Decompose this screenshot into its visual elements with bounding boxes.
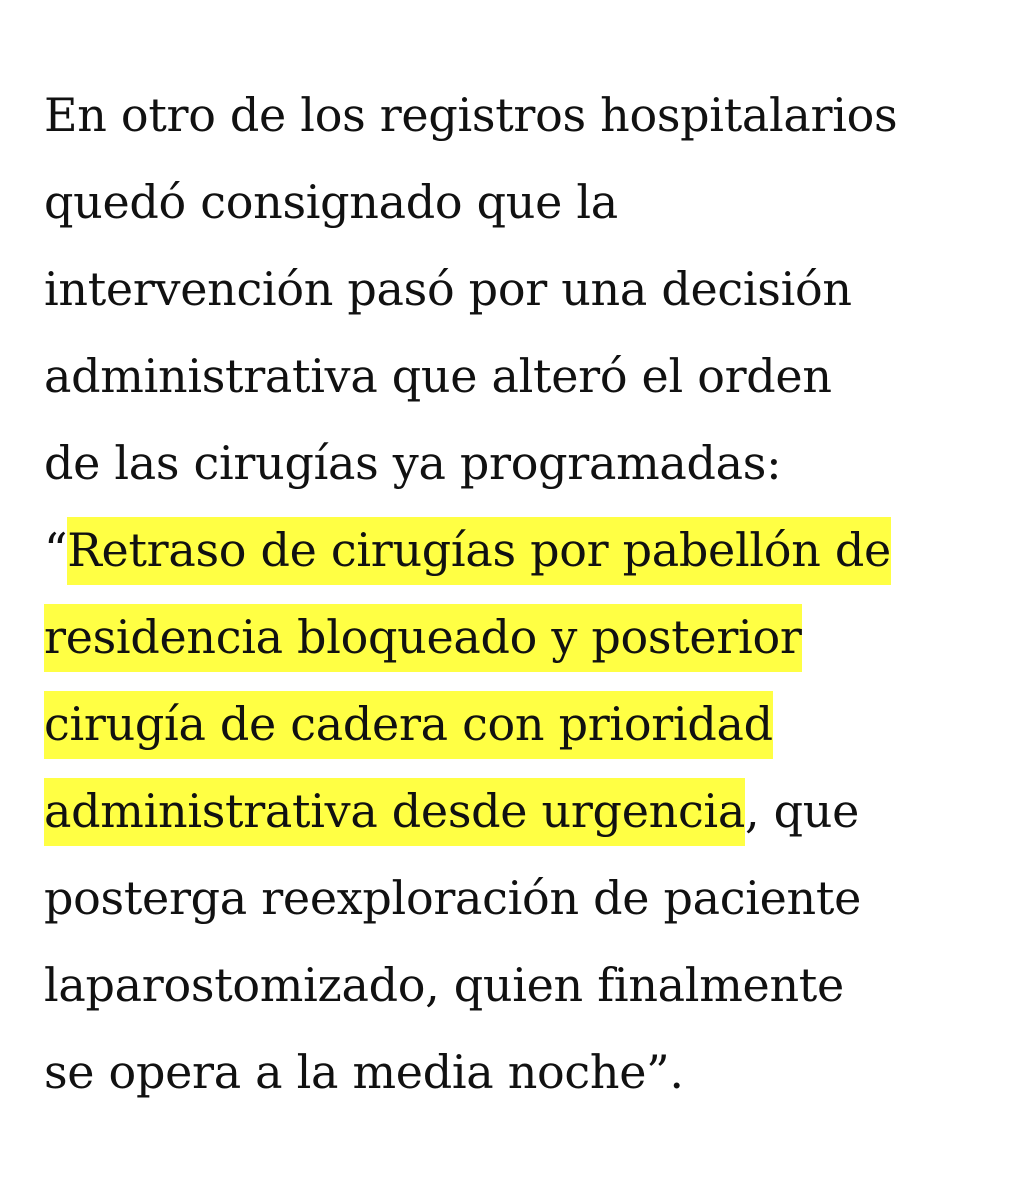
paragraph-line: se opera a la media noche”. (44, 1045, 684, 1099)
paragraph-line: laparostomizado, quien finalmente (44, 958, 844, 1012)
quote-line (44, 594, 1014, 681)
highlighted-quote-text: cirugía de cadera con prioridad (44, 691, 773, 759)
paragraph-line: administrativa que alteró el orden (44, 349, 832, 403)
highlighted-quote-text: administrativa desde urgencia (44, 778, 745, 846)
paragraph-line: intervención pasó por una decisión (44, 262, 852, 316)
paragraph-line: quedó consignado que la (44, 175, 618, 229)
opening-quote-mark: “ (44, 523, 68, 577)
paragraph-line: En otro de los registros hospitalarios (44, 88, 898, 142)
highlighted-quote-text: residencia bloqueado y posterior (44, 604, 802, 672)
paragraph-line: de las cirugías ya programadas: (44, 436, 782, 490)
quote-line (44, 681, 1014, 768)
quote-line (44, 768, 1014, 855)
article-paragraph (44, 72, 1014, 1116)
highlighted-quote-text: Retraso de cirugías por pabellón de (67, 517, 891, 585)
paragraph-line: posterga reexploración de paciente (44, 871, 861, 925)
quote-line (44, 507, 1014, 594)
trailing-text: , que (744, 784, 860, 838)
